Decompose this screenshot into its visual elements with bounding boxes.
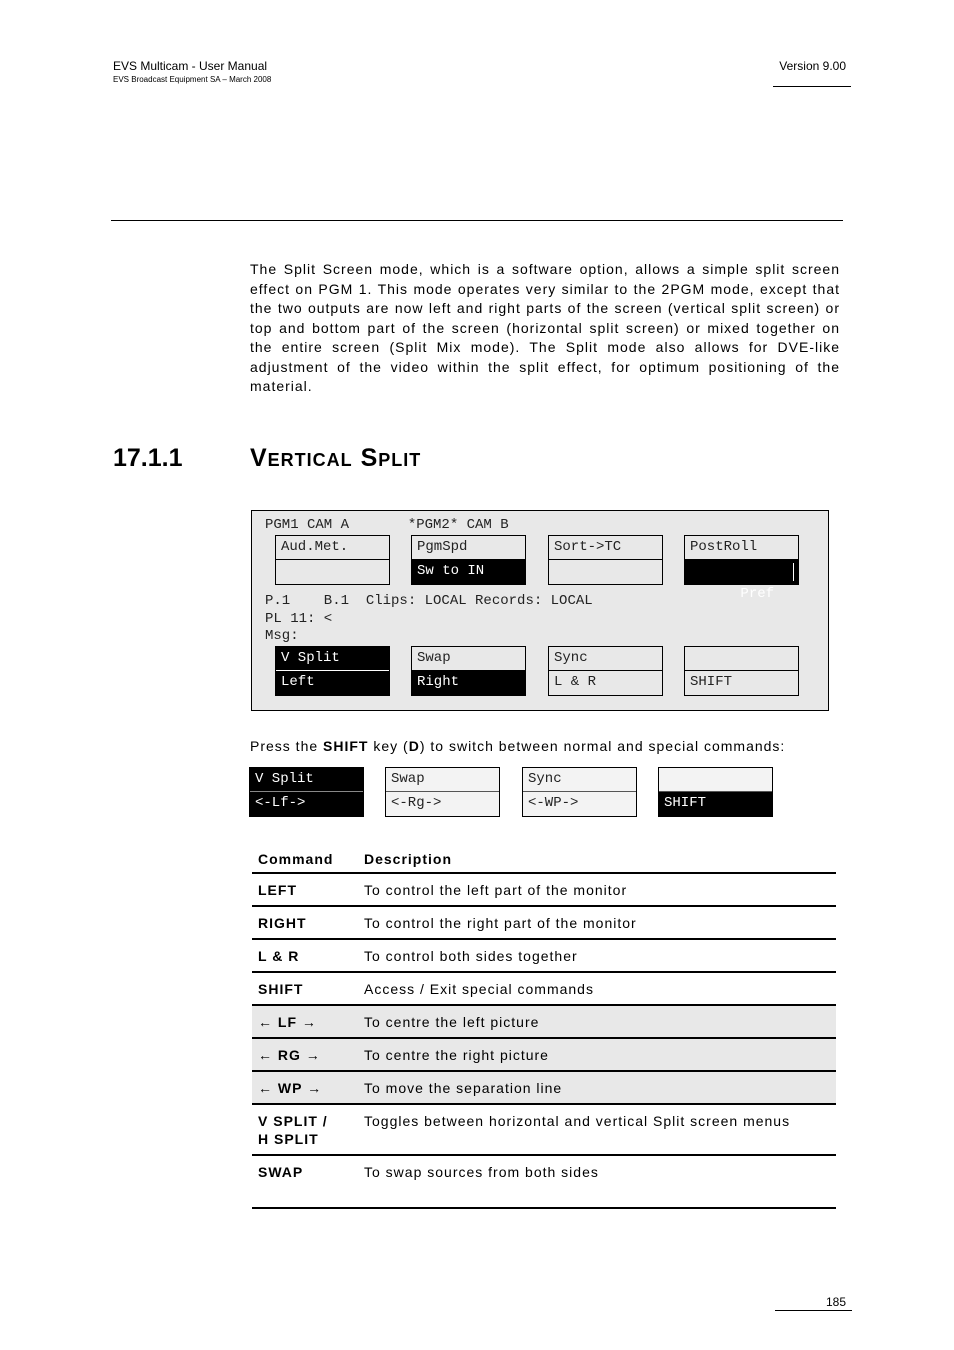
key-top-label xyxy=(685,647,798,671)
manual-subtitle: EVS Broadcast Equipment SA – March 2008 xyxy=(113,75,272,84)
key-bottom-label: <-WP-> xyxy=(528,795,579,811)
key-top-label: Aud.Met. xyxy=(276,536,389,560)
table-row xyxy=(252,1038,836,1071)
table-row xyxy=(252,1005,836,1038)
key-letter: D xyxy=(408,738,420,754)
command-cell: SHIFT xyxy=(258,981,304,997)
page-header xyxy=(113,59,271,85)
header-rule xyxy=(773,86,851,87)
description-cell: To control the left part of the monitor xyxy=(364,882,628,898)
key-bottom-label: Sw to IN xyxy=(412,560,525,584)
key-bottom-label xyxy=(549,560,662,584)
table-row xyxy=(252,939,836,972)
description-cell: To swap sources from both sides xyxy=(364,1164,599,1180)
description-cell: Access / Exit special commands xyxy=(364,981,594,997)
lcd-key-v-split[interactable] xyxy=(275,646,390,696)
key-bottom-label xyxy=(276,560,389,584)
lcd-key-aud-met[interactable] xyxy=(275,535,390,585)
section-number: 17.1.1 xyxy=(113,444,183,472)
lcd-key-swap[interactable] xyxy=(411,646,526,696)
lcd-line-clips: P.1 B.1 Clips: LOCAL Records: LOCAL xyxy=(265,593,593,609)
key-top-label: Sync xyxy=(523,768,636,792)
lcd-key-pgmspd[interactable] xyxy=(411,535,526,585)
shift-key-shift[interactable] xyxy=(658,767,773,817)
section-title: Vertical Split xyxy=(250,444,422,472)
section-heading xyxy=(113,444,421,473)
shift-key-swap[interactable] xyxy=(385,767,500,817)
shift-key-name: SHIFT xyxy=(323,738,369,754)
lcd-screen xyxy=(251,510,829,711)
lcd-line-pgm: PGM1 CAM A *PGM2* CAM B xyxy=(265,517,509,533)
lcd-key-sync[interactable] xyxy=(548,646,663,696)
key-top-label: Swap xyxy=(386,768,499,792)
command-cell: ← LF → xyxy=(258,1014,317,1030)
key-top-label: Sort->TC xyxy=(549,536,662,560)
command-cell: ← WP → xyxy=(258,1080,323,1096)
instruction-text: key ( xyxy=(368,738,409,754)
description-cell: To control both sides together xyxy=(364,948,578,964)
intro-paragraph: The Split Screen mode, which is a software option, allows a simple split screen effect on PGM 1. This mode operates very similar to the 2PGM mode, except that the two outputs are now left and right parts of the screen (vertical split screen) or top and bottom part of the screen (horizontal split screen) or mixed together on the entire screen (Split Mix mode). The Split mode also allows for DVE-like adjustment of the video within the split effect, for optimum positioning of the material. xyxy=(250,261,840,394)
description-cell: Toggles between horizontal and vertical Split screen menus xyxy=(364,1113,791,1129)
table-row xyxy=(252,1104,836,1155)
page-number: 185 xyxy=(825,1295,846,1309)
key-top-label: Sync xyxy=(549,647,662,671)
key-top-label: V Split xyxy=(250,768,363,792)
command-cell: SWAP xyxy=(258,1164,304,1180)
column-header-description: Description xyxy=(364,850,453,867)
key-top-label xyxy=(659,768,772,792)
command-cell: RIGHT xyxy=(258,915,307,931)
key-bottom-label: SHIFT xyxy=(685,671,798,695)
section-rule xyxy=(111,220,843,221)
shift-key-v-split[interactable] xyxy=(249,767,364,817)
key-bottom-label: SHIFT xyxy=(659,792,772,816)
key-bottom-label: Left xyxy=(276,671,389,695)
key-bottom-label: <-Rg-> xyxy=(391,795,442,811)
description-cell: To centre the left picture xyxy=(364,1014,540,1030)
shift-key-sync[interactable] xyxy=(522,767,637,817)
command-table xyxy=(252,845,836,1209)
key-bottom-label: L & R xyxy=(549,671,662,695)
instruction-text: ) to switch between normal and special commands: xyxy=(419,738,786,754)
command-line: H SPLIT xyxy=(258,1131,319,1147)
instruction-text: Press the xyxy=(250,738,324,754)
command-cell xyxy=(252,1104,358,1155)
cursor-bar xyxy=(793,563,794,581)
key-top-label: Swap xyxy=(412,647,525,671)
description-cell: To centre the right picture xyxy=(364,1047,549,1063)
lcd-key-postroll[interactable] xyxy=(684,535,799,602)
key-top-label: V Split xyxy=(276,647,389,671)
key-bottom-label xyxy=(685,560,798,602)
table-row xyxy=(252,1071,836,1104)
command-cell: LEFT xyxy=(258,882,297,898)
shift-instruction xyxy=(250,738,785,754)
table-row xyxy=(252,906,836,939)
key-top-label: PgmSpd xyxy=(412,536,525,560)
manual-title: EVS Multicam - User Manual xyxy=(113,59,268,73)
table-row xyxy=(252,1155,836,1208)
lcd-key-sort-tc[interactable] xyxy=(548,535,663,585)
version-label: Version 9.00 xyxy=(779,59,846,73)
lcd-key-shift[interactable] xyxy=(684,646,799,696)
key-bottom-label: <-Lf-> xyxy=(255,795,306,811)
table-row xyxy=(252,972,836,1005)
key-top-label: PostRoll xyxy=(685,536,798,560)
lcd-line-msg: Msg: xyxy=(265,628,299,644)
description-cell: To control the right part of the monitor xyxy=(364,915,637,931)
description-cell: To move the separation line xyxy=(364,1080,563,1096)
command-cell: L & R xyxy=(258,948,300,964)
table-row xyxy=(252,873,836,906)
key-bottom-text: Pref xyxy=(740,586,775,602)
command-cell: ← RG → xyxy=(258,1047,321,1063)
footer-rule xyxy=(775,1310,852,1311)
table-header-row xyxy=(252,845,836,873)
key-bottom-label: Right xyxy=(412,671,525,695)
column-header-command: Command xyxy=(258,850,334,867)
command-line: V SPLIT / xyxy=(258,1113,328,1129)
lcd-line-playlist: PL 11: < xyxy=(265,611,333,627)
